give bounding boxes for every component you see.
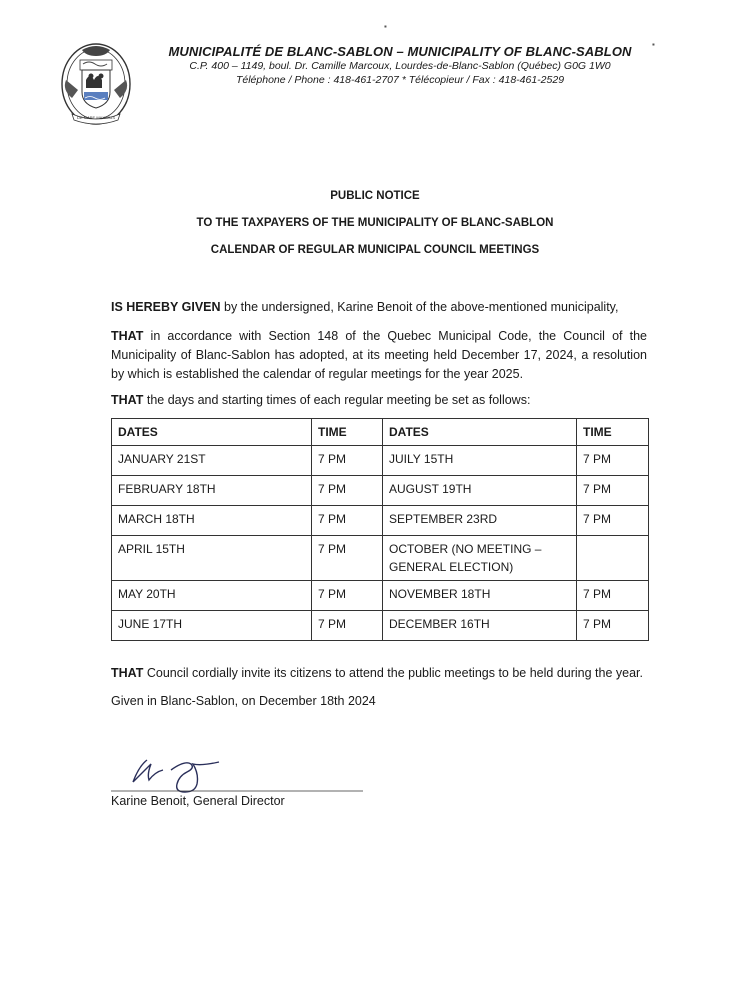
municipality-name: MUNICIPALITÉ DE BLANC-SABLON – MUNICIPALITY OF BLANC-SABLON — [168, 44, 632, 59]
table-row — [112, 506, 649, 536]
table-row — [112, 581, 649, 611]
meeting-date: JANUARY 21ST — [112, 446, 312, 476]
table-row — [112, 611, 649, 641]
meeting-date: JUILY 15TH — [383, 446, 577, 476]
municipality-address: C.P. 400 – 1149, boul. Dr. Camille Marcoux, Lourdes-de-Blanc-Sablon (Québec) G0G 1W0 — [189, 60, 611, 72]
meeting-time — [577, 536, 649, 581]
meeting-date: SEPTEMBER 23RD — [383, 506, 577, 536]
meeting-time: 7 PM — [577, 581, 649, 611]
meeting-time: 7 PM — [312, 446, 383, 476]
column-header-dates: DATES — [112, 419, 312, 446]
paragraph-text: in accordance with Section 148 of the Quebec Municipal Code, the Council of the Municipality of Blanc-Sablon has adopted, at its meeting held December 17, 2024, a resolution by which is established the calendar of regular meetings for the year 2025. — [111, 329, 647, 381]
meeting-schedule-table — [111, 418, 649, 641]
paragraph-invitation — [111, 664, 647, 683]
table-row — [112, 536, 649, 581]
meeting-time: 7 PM — [312, 611, 383, 641]
notice-subject: CALENDAR OF REGULAR MUNICIPAL COUNCIL MEETINGS — [210, 244, 540, 256]
paragraph-lead: THAT — [111, 393, 144, 407]
column-header-time: TIME — [312, 419, 383, 446]
meeting-time: 7 PM — [577, 611, 649, 641]
municipality-phone-fax: Téléphone / Phone : 418-461-2707 * Télécopieur / Fax : 418-461-2529 — [235, 74, 565, 86]
signer-name-title: Karine Benoit, General Director — [111, 794, 285, 808]
meeting-time: 7 PM — [312, 536, 383, 581]
paragraph-text: the days and starting times of each regular meeting be set as follows: — [143, 393, 531, 407]
notice-headings — [0, 188, 750, 269]
meeting-time: 7 PM — [577, 446, 649, 476]
given-date-line: Given in Blanc-Sablon, on December 18th 2024 — [111, 694, 376, 708]
scan-speck: ▪ — [384, 22, 387, 31]
paragraph-resolution — [111, 327, 647, 384]
table-row — [112, 476, 649, 506]
paragraph-given — [111, 298, 647, 317]
meeting-date: APRIL 15TH — [112, 536, 312, 581]
paragraph-lead: THAT — [111, 666, 144, 680]
notice-title: PUBLIC NOTICE — [330, 190, 420, 202]
meeting-time: 7 PM — [577, 506, 649, 536]
meeting-time: 7 PM — [577, 476, 649, 506]
paragraph-text: by the undersigned, Karine Benoit of the above-mentioned municipality, — [220, 300, 619, 314]
meeting-time: 7 PM — [312, 476, 383, 506]
paragraph-text: Council cordially invite its citizens to attend the public meetings to be held during the year. — [143, 666, 643, 680]
letterhead — [140, 44, 660, 87]
column-header-time: TIME — [577, 419, 649, 446]
notice-audience: TO THE TAXPAYERS OF THE MUNICIPALITY OF BLANC-SABLON — [196, 217, 554, 229]
meeting-time: 7 PM — [312, 506, 383, 536]
paragraph-schedule-intro — [111, 391, 647, 410]
table-row — [112, 446, 649, 476]
meeting-date: OCTOBER (NO MEETING – GENERAL ELECTION) — [383, 536, 577, 581]
meeting-date: MAY 20TH — [112, 581, 312, 611]
meeting-date: DECEMBER 16TH — [383, 611, 577, 641]
scan-speck: ▪ — [652, 40, 655, 49]
meeting-date: NOVEMBER 18TH — [383, 581, 577, 611]
meeting-date: AUGUST 19TH — [383, 476, 577, 506]
meeting-time: 7 PM — [312, 581, 383, 611]
column-header-dates: DATES — [383, 419, 577, 446]
meeting-date: MARCH 18TH — [112, 506, 312, 536]
meeting-date: FEBRUARY 18TH — [112, 476, 312, 506]
table-header-row — [112, 419, 649, 446]
crest-motto: DE MARE MAXIMUS — [76, 115, 116, 120]
municipal-crest-logo — [58, 40, 134, 128]
paragraph-lead: THAT — [111, 329, 144, 343]
handwritten-signature — [111, 748, 366, 796]
meeting-date: JUNE 17TH — [112, 611, 312, 641]
paragraph-lead: IS HEREBY GIVEN — [111, 300, 221, 314]
